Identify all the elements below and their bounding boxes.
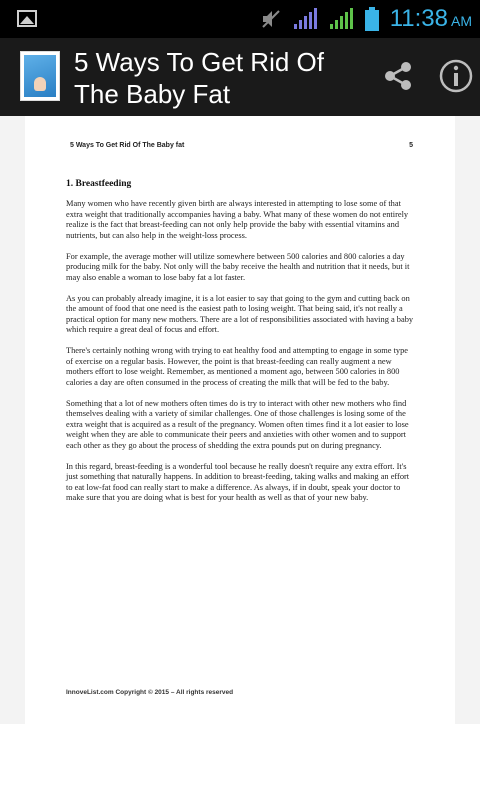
battery-icon [364, 6, 380, 32]
page-title: 5 Ways To Get Rid Of The Baby Fat [74, 47, 324, 109]
paragraph: In this regard, breast-feeding is a wonderful tool because he really doesn't require any extra effort. It's just something that naturally happens. In addition to breast-feeding, taking walks and making an effort to eat low-fat food can really start to make a difference. As always, if in doubt, speak your doctor to make sure that you are doing what is best for your health as well as that of your new baby. [66, 461, 410, 502]
paragraph: As you can probably already imagine, it is a lot easier to say that going to the gym and cutting back on the amount of food that one need is the easiest path to losing weight. That being said, it's not really a practical option for many new mothers. There are a lot of responsibilities associated with having a baby which require a great deal of focus and effort. [66, 293, 414, 334]
share-icon[interactable] [380, 58, 416, 94]
empty-area [0, 724, 480, 800]
status-icons [260, 0, 472, 38]
paragraph: There's certainly nothing wrong with trying to eat healthy food and attempting to engage in some type of exercise on a regular basis. However, the point is that breast-feeding can really augment a new mothers effort to lose weight. Remember, as mentioned a moment ago, between 500 calories in 800 calories a day are often consumed in the process of creating the milk that will be fed to the baby. [66, 346, 409, 387]
status-bar [0, 0, 480, 38]
section-title: 1. Breastfeeding [66, 179, 132, 189]
mute-icon [260, 8, 282, 30]
clock-time: 11:38 [389, 5, 448, 32]
document-page[interactable] [25, 116, 455, 724]
image-icon [17, 10, 37, 27]
paragraph: Something that a lot of new mothers often times do is try to interact with other new mothers who find themselves dealing with a variety of similar challenges. One of those challenges is losing some of the extra weight that is acquired as a result of the pregnancy. Women often times find it a lot easier to lose weight when they are able to communicate their peers and anxieties with other women and to support each other as they go about the process of shedding the extra pounds put on during pregnancy. [66, 398, 409, 450]
paragraph: Many women who have recently given birth are always interested in attempting to lose some of that extra weight that traditionally accompanies having a baby. What many of these women do not entirely realize is the fact that breast-feeding can not only help provide the baby with essential vitamins and nutrients, but can also help in the weight-loss process. [66, 199, 409, 240]
app-bar [0, 38, 480, 116]
clock-ampm: AM [451, 13, 472, 29]
page-header [70, 142, 413, 149]
clock [390, 5, 472, 33]
page-number: 5 [409, 142, 413, 149]
page-header-title: 5 Ways To Get Rid Of The Baby fat [70, 142, 185, 149]
book-cover-icon[interactable] [20, 51, 60, 101]
info-icon[interactable] [438, 58, 474, 94]
signal-icon [328, 7, 354, 31]
signal-icon [292, 7, 318, 31]
page-footer: InnoveList.com Copyright © 2015 – All rights reserved [66, 689, 234, 696]
paragraph: For example, the average mother will utilize somewhere between 500 calories and 800 calories a day producing milk for the baby. Not only will the baby receive the health and nutrition that it needs, but it may also enable a woman to lose baby fat a lot faster. [66, 251, 410, 282]
body-text [66, 199, 414, 514]
